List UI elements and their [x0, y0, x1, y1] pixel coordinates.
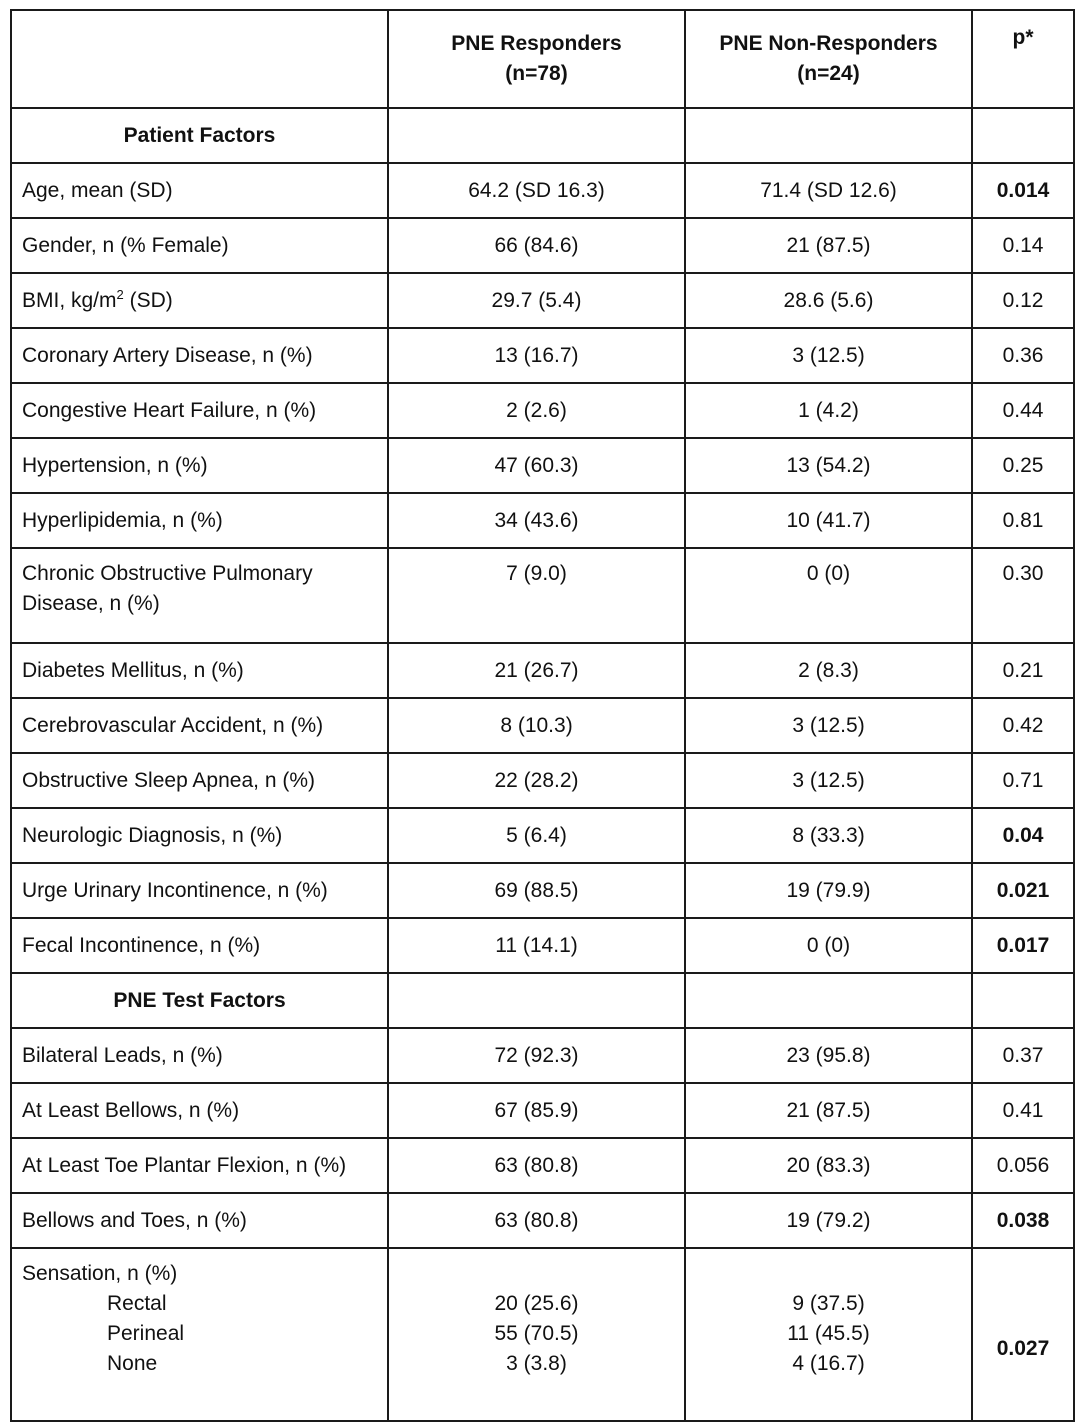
bmi-label-text: BMI, kg/m	[22, 288, 117, 312]
sensation-sub-perineal: Perineal	[107, 1322, 185, 1345]
header-responders	[388, 10, 685, 108]
nonresponders-value: 3 (12.5)	[685, 753, 972, 808]
table-row	[11, 548, 1074, 643]
header-empty-cell	[11, 10, 388, 108]
table-container	[10, 9, 1075, 1422]
table-row	[11, 383, 1074, 438]
section-title-test: PNE Test Factors	[11, 973, 388, 1028]
responders-perineal: 55 (70.5)	[494, 1322, 579, 1345]
row-label: Bellows and Toes, n (%)	[11, 1193, 388, 1248]
p-value: 0.017	[972, 918, 1074, 973]
nonresponders-value: 21 (87.5)	[685, 218, 972, 273]
nonresponders-value	[685, 1248, 972, 1421]
table-row	[11, 753, 1074, 808]
header-nonresponders-n: (n=24)	[797, 62, 860, 85]
results-table	[10, 9, 1075, 1422]
responders-value: 47 (60.3)	[388, 438, 685, 493]
row-label: Bilateral Leads, n (%)	[11, 1028, 388, 1083]
p-value: 0.44	[972, 383, 1074, 438]
row-label: Obstructive Sleep Apnea, n (%)	[11, 753, 388, 808]
table-row-sensation	[11, 1248, 1074, 1421]
nonresponders-value: 0 (0)	[685, 548, 972, 643]
table-row	[11, 1193, 1074, 1248]
section-title-patient: Patient Factors	[11, 108, 388, 163]
p-value: 0.71	[972, 753, 1074, 808]
p-value: 0.30	[972, 548, 1074, 643]
responders-value: 63 (80.8)	[388, 1138, 685, 1193]
responders-none: 3 (3.8)	[506, 1352, 567, 1375]
p-value: 0.12	[972, 273, 1074, 328]
table-row	[11, 493, 1074, 548]
nonresponders-value: 8 (33.3)	[685, 808, 972, 863]
nonresponders-value: 20 (83.3)	[685, 1138, 972, 1193]
nonresponders-value: 71.4 (SD 12.6)	[685, 163, 972, 218]
responders-value: 7 (9.0)	[388, 548, 685, 643]
table-row	[11, 1138, 1074, 1193]
sensation-sub-none: None	[107, 1352, 158, 1375]
responders-value	[388, 1248, 685, 1421]
p-value: 0.014	[972, 163, 1074, 218]
row-label: Fecal Incontinence, n (%)	[11, 918, 388, 973]
row-label: Diabetes Mellitus, n (%)	[11, 643, 388, 698]
header-responders-n: (n=78)	[505, 62, 568, 85]
nonresponders-perineal: 11 (45.5)	[787, 1322, 870, 1345]
responders-value: 5 (6.4)	[388, 808, 685, 863]
table-row	[11, 1083, 1074, 1138]
responders-rectal: 20 (25.6)	[494, 1292, 579, 1315]
row-label: Coronary Artery Disease, n (%)	[11, 328, 388, 383]
sensation-sub-rectal: Rectal	[107, 1292, 167, 1315]
responders-value: 11 (14.1)	[388, 918, 685, 973]
table-row	[11, 218, 1074, 273]
nonresponders-rectal: 9 (37.5)	[792, 1292, 865, 1315]
table-row	[11, 1028, 1074, 1083]
nonresponders-value: 28.6 (5.6)	[685, 273, 972, 328]
nonresponders-value: 23 (95.8)	[685, 1028, 972, 1083]
p-value: 0.04	[972, 808, 1074, 863]
section-row-patient	[11, 108, 1074, 163]
row-label: Age, mean (SD)	[11, 163, 388, 218]
responders-value: 22 (28.2)	[388, 753, 685, 808]
row-label: At Least Toe Plantar Flexion, n (%)	[11, 1138, 388, 1193]
table-row	[11, 163, 1074, 218]
row-label: At Least Bellows, n (%)	[11, 1083, 388, 1138]
row-label: Cerebrovascular Accident, n (%)	[11, 698, 388, 753]
nonresponders-value: 0 (0)	[685, 918, 972, 973]
responders-value: 2 (2.6)	[388, 383, 685, 438]
p-value: 0.25	[972, 438, 1074, 493]
p-value: 0.21	[972, 643, 1074, 698]
responders-value: 8 (10.3)	[388, 698, 685, 753]
header-nonresponders-title: PNE Non-Responders	[719, 32, 938, 55]
table-row	[11, 438, 1074, 493]
nonresponders-value: 1 (4.2)	[685, 383, 972, 438]
p-value: 0.41	[972, 1083, 1074, 1138]
row-label: Congestive Heart Failure, n (%)	[11, 383, 388, 438]
p-value: 0.027	[972, 1248, 1074, 1421]
row-label	[11, 548, 388, 643]
responders-value: 29.7 (5.4)	[388, 273, 685, 328]
p-value: 0.36	[972, 328, 1074, 383]
row-label-line2: Disease, n (%)	[22, 592, 160, 615]
nonresponders-value: 19 (79.9)	[685, 863, 972, 918]
p-value: 0.37	[972, 1028, 1074, 1083]
responders-value: 13 (16.7)	[388, 328, 685, 383]
row-label: Hyperlipidemia, n (%)	[11, 493, 388, 548]
p-value: 0.81	[972, 493, 1074, 548]
responders-value: 64.2 (SD 16.3)	[388, 163, 685, 218]
row-label	[11, 273, 388, 328]
nonresponders-none: 4 (16.7)	[792, 1352, 865, 1375]
row-label: Neurologic Diagnosis, n (%)	[11, 808, 388, 863]
header-responders-title: PNE Responders	[451, 32, 622, 55]
nonresponders-value: 3 (12.5)	[685, 328, 972, 383]
responders-value: 21 (26.7)	[388, 643, 685, 698]
sensation-label: Sensation, n (%)	[22, 1262, 178, 1285]
table-row	[11, 273, 1074, 328]
nonresponders-value: 2 (8.3)	[685, 643, 972, 698]
row-label: Hypertension, n (%)	[11, 438, 388, 493]
responders-value: 69 (88.5)	[388, 863, 685, 918]
table-row	[11, 863, 1074, 918]
p-value: 0.021	[972, 863, 1074, 918]
nonresponders-value: 10 (41.7)	[685, 493, 972, 548]
nonresponders-value: 19 (79.2)	[685, 1193, 972, 1248]
table-row	[11, 918, 1074, 973]
nonresponders-value: 21 (87.5)	[685, 1083, 972, 1138]
table-row	[11, 643, 1074, 698]
responders-value: 63 (80.8)	[388, 1193, 685, 1248]
p-value: 0.42	[972, 698, 1074, 753]
section-row-test	[11, 973, 1074, 1028]
table-row	[11, 328, 1074, 383]
p-value: 0.056	[972, 1138, 1074, 1193]
bmi-label-suffix: (SD)	[123, 288, 173, 312]
nonresponders-value: 13 (54.2)	[685, 438, 972, 493]
header-row	[11, 10, 1074, 108]
p-value: 0.14	[972, 218, 1074, 273]
responders-value: 34 (43.6)	[388, 493, 685, 548]
p-value: 0.038	[972, 1193, 1074, 1248]
row-label	[11, 1248, 388, 1421]
row-label-line1: Chronic Obstructive Pulmonary	[22, 562, 313, 585]
row-label: Urge Urinary Incontinence, n (%)	[11, 863, 388, 918]
responders-value: 67 (85.9)	[388, 1083, 685, 1138]
header-p-value: p*	[972, 10, 1074, 108]
table-row	[11, 698, 1074, 753]
table-row	[11, 808, 1074, 863]
nonresponders-value: 3 (12.5)	[685, 698, 972, 753]
responders-value: 66 (84.6)	[388, 218, 685, 273]
responders-value: 72 (92.3)	[388, 1028, 685, 1083]
bmi-superscript: 2	[116, 286, 124, 302]
row-label: Gender, n (% Female)	[11, 218, 388, 273]
header-nonresponders	[685, 10, 972, 108]
